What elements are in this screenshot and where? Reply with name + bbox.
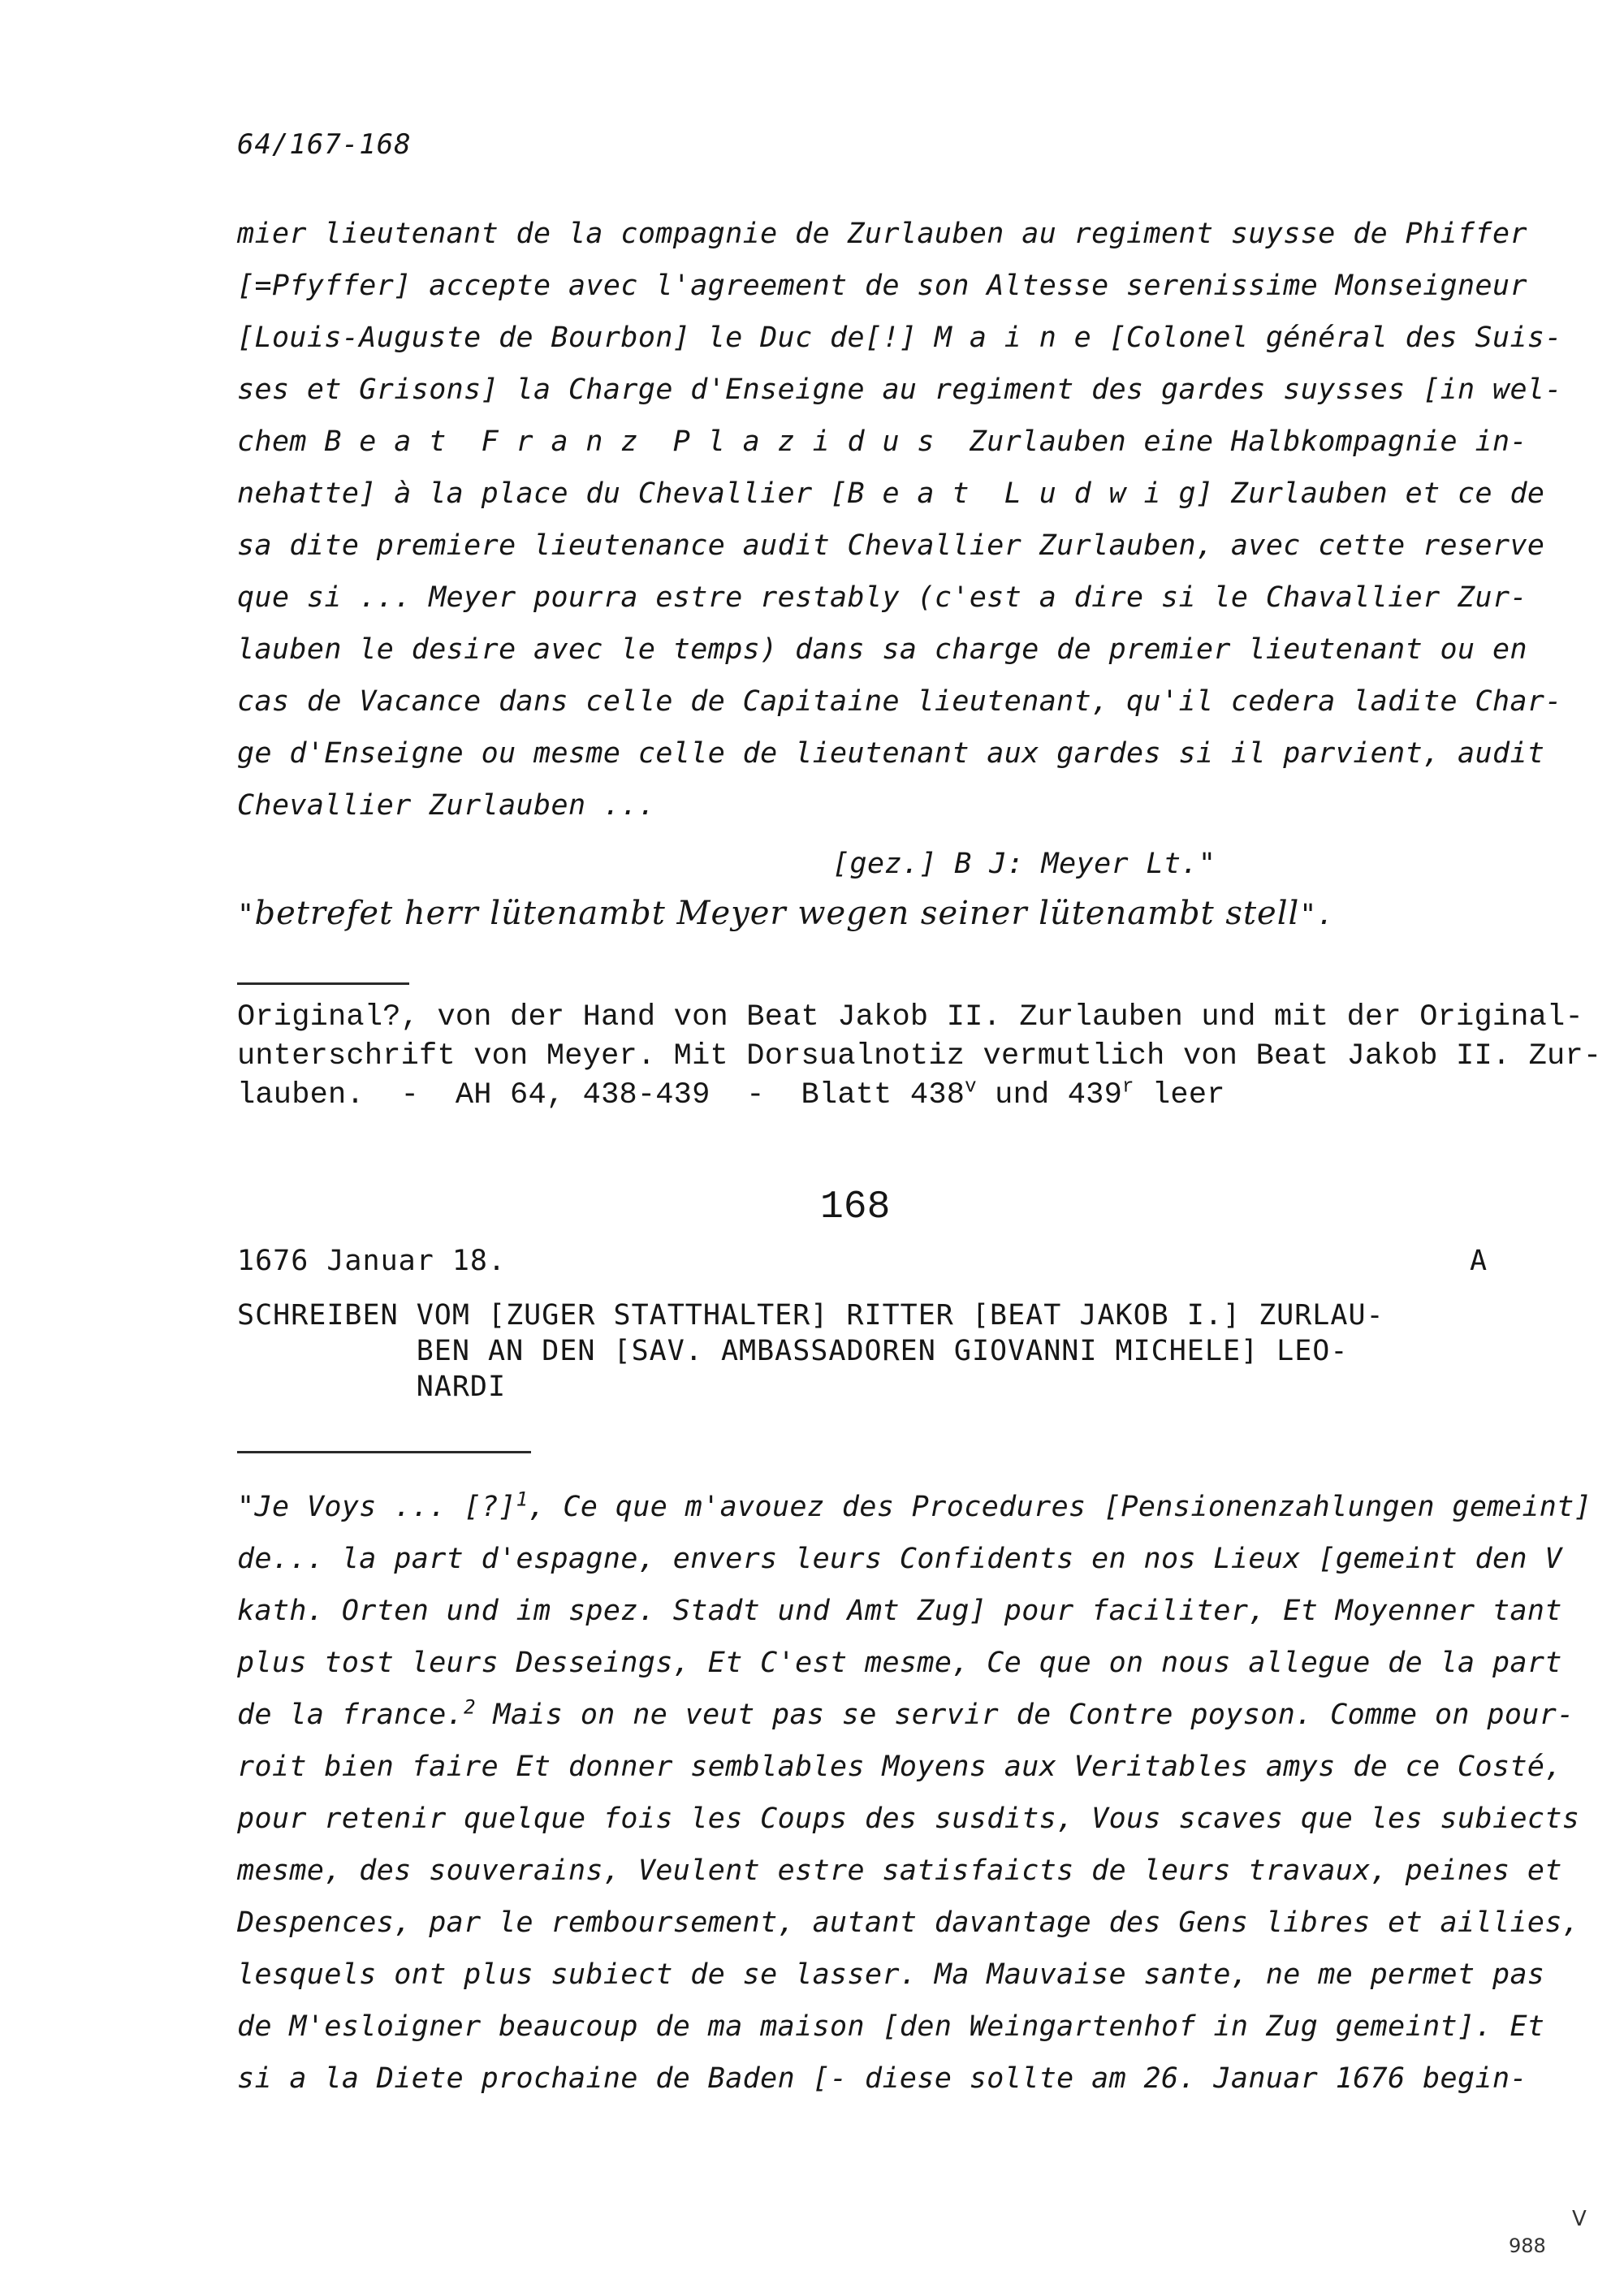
letter-line: ses et Grisons] la Charge d'Enseigne au regiment des gardes suysses [in wel- bbox=[237, 373, 1562, 406]
note-line-3: lauben. - AH 64, 438-439 - Blatt 438$^v$ und 439$^r$ leer bbox=[237, 1076, 1225, 1112]
letter-line: chem B e a t F r a n z P l a z i d u s Zurlauben eine Halbkompagnie in- bbox=[237, 425, 1527, 458]
body-line: si a la Diete prochaine de Baden [- diese sollte am 26. Januar 1676 begin- bbox=[237, 2062, 1527, 2095]
dorsal-note: "betrefet herr lütenambt Meyer wegen seiner lütenambt stell". bbox=[237, 895, 1335, 932]
letter-line: [Louis-Auguste de Bourbon] le Duc de[!] M a i n e [Colonel général des Suis- bbox=[237, 322, 1562, 354]
body-line-5: de la france.$^2$ Mais on ne veut pas se servir de Contre poyson. Comme on pour- bbox=[237, 1695, 1574, 1731]
page-stamp: 988 bbox=[1509, 2234, 1546, 2257]
signature-line: [gez.] B J: Meyer Lt." bbox=[832, 848, 1216, 880]
document-title-line-2: BEN AN DEN [SAV. AMBASSADOREN GIOVANNI MICHELE] LEO- bbox=[237, 1335, 1349, 1367]
body-line: mesme, des souverains, Veulent estre satisfaicts de leurs travaux, peines et bbox=[237, 1854, 1562, 1887]
body-line: de M'esloigner beaucoup de ma maison [den Weingartenhof in Zug gemeint]. Et bbox=[237, 2010, 1545, 2043]
document-number: 168 bbox=[820, 1185, 891, 1229]
letter-line: Chevallier Zurlauben ... bbox=[237, 789, 656, 822]
footnote-ref-1: 1 bbox=[516, 1487, 529, 1511]
letter-line: mier lieutenant de la compagnie de Zurlauben au regiment suysse de Phiffer bbox=[237, 218, 1527, 250]
document-title-line-3: NARDI bbox=[237, 1371, 507, 1403]
letter-line: lauben le desire avec le temps) dans sa charge de premier lieutenant ou en bbox=[237, 633, 1527, 666]
document-category: A bbox=[1470, 1245, 1488, 1277]
body-line-1: "Je Voys ... [?]$^1$, Ce que m'avouez des Procedures [Pensionenzahlungen gemeint] bbox=[237, 1487, 1592, 1523]
letter-line: sa dite premiere lieutenance audit Chevallier Zurlauben, avec cette reserve bbox=[237, 529, 1545, 562]
body-line-4: plus tost leurs Desseings, Et C'est mesme, Ce que on nous allegue de la part bbox=[237, 1647, 1562, 1679]
page-check-mark: V bbox=[1572, 2207, 1587, 2231]
dorsal-handwriting: betrefet herr lütenambt Meyer wegen seiner lütenambt stell bbox=[254, 895, 1300, 932]
letter-line: [=Pfyffer] accepte avec l'agreement de son Altesse serenissime Monseigneur bbox=[237, 270, 1527, 302]
archive-reference: 64/167-168 bbox=[237, 128, 412, 161]
body-line: lesquels ont plus subiect de se lasser. Ma Mauvaise sante, ne me permet pas bbox=[237, 1958, 1545, 1991]
note-line-1: Original?, von der Hand von Beat Jakob II. Zurlauben und mit der Original- bbox=[237, 1000, 1583, 1034]
body-line: Despences, par le remboursement, autant davantage des Gens libres et aillies, bbox=[237, 1906, 1580, 1939]
letter-line: nehatte] à la place du Chevallier [B e a t L u d w i g] Zurlauben et ce de bbox=[237, 477, 1545, 510]
letter-line: que si ... Meyer pourra estre restably (c'est a dire si le Chavallier Zur- bbox=[237, 581, 1527, 614]
letter-line: cas de Vacance dans celle de Capitaine lieutenant, qu'il cedera ladite Char- bbox=[237, 685, 1562, 718]
body-line: pour retenir quelque fois les Coups des susdits, Vous scaves que les subiects bbox=[237, 1803, 1580, 1835]
body-line-2: de... la part d'espagne, envers leurs Confidents en nos Lieux [gemeint den V bbox=[237, 1543, 1562, 1575]
note-line-2: unterschrift von Meyer. Mit Dorsualnotiz vermutlich von Beat Jakob II. Zur- bbox=[237, 1039, 1602, 1073]
separator-rule-2 bbox=[237, 1451, 531, 1453]
document-date: 1676 Januar 18. bbox=[237, 1245, 507, 1277]
body-line: roit bien faire Et donner semblables Moyens aux Veritables amys de ce Costé, bbox=[237, 1751, 1562, 1783]
footnote-ref-2: 2 bbox=[464, 1695, 476, 1719]
letter-line: ge d'Enseigne ou mesme celle de lieutenant aux gardes si il parvient, audit bbox=[237, 737, 1545, 770]
document-title-line-1: SCHREIBEN VOM [ZUGER STATTHALTER] RITTER [BEAT JAKOB I.] ZURLAU- bbox=[237, 1299, 1384, 1332]
separator-rule bbox=[237, 982, 409, 985]
body-line-3: kath. Orten und im spez. Stadt und Amt Zug] pour faciliter, Et Moyenner tant bbox=[237, 1595, 1562, 1627]
